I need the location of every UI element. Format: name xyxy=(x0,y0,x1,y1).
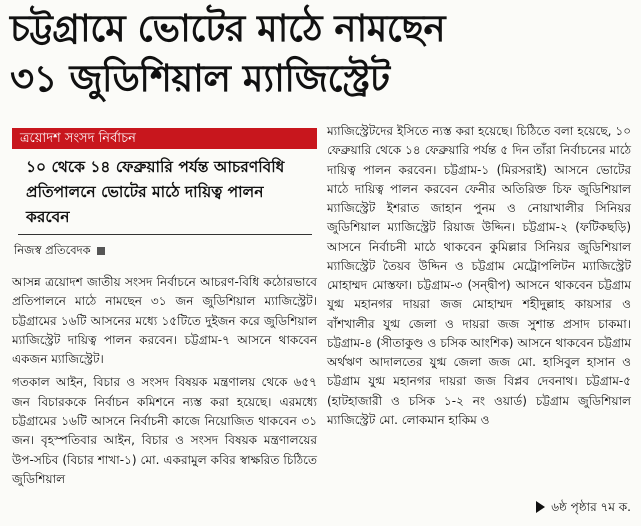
byline xyxy=(14,242,317,259)
left-column xyxy=(12,120,317,489)
continue-arrow-icon xyxy=(536,501,545,513)
headline xyxy=(10,4,634,104)
square-bullet-icon xyxy=(97,247,105,255)
continuation-text: ৬ষ্ঠ পৃষ্ঠার ৭ম ক. xyxy=(551,500,631,514)
body-paragraph-3: ম্যাজিস্ট্রেটদের ইসিতে ন্যস্ত করা হয়েছে। চিঠিতে বলা হয়েছে, ১০ ফেব্রুয়ারি থেকে ১৪ ফেব্রুয়ারি পর্যন্ত ৫ দিন তাঁরা নির্বাচনের মাঠে দায়িত্ব পালন করবেন। চট্টগ্রাম-১ (মিরসরাই) আসনে ভোটের মাঠে দায়িত্ব পালন করবেন ফেনীর অতিরিক্ত চিফ জুডিশিয়াল ম্যাজিস্ট্রেট ইশরাত জাহান পুনম ও নোয়াখালীর সিনিয়র জুডিশিয়াল ম্যাজিস্ট্রেট রিয়াজ উদ্দিন। চট্টগ্রাম-২ (ফটিকছড়ি) আসনে নির্বাচনী মাঠে থাকবেন কুমিল্লার সিনিয়র জুডিশিয়াল ম্যাজিস্ট্রেট তৈয়ব উদ্দিন ও চট্টগ্রাম মেট্রোপলিটন ম্যাজিস্ট্রেট মোহাম্মদ মোস্তফা। চট্টগ্রাম-৩ (সন্দ্বীপ) আসনে থাকবেন চট্টগ্রাম যুগ্ম মহানগর দায়রা জজ মোহাম্মদ শহীদুল্লাহ কায়সার ও বাঁশখালীর যুগ্ম জেলা ও দায়রা জজ সুশান্ত প্রসাদ চাকমা। চট্টগ্রাম-৪ (সীতাকুণ্ড ও চসিক আংশিক) আসনে থাকবেন চট্টগ্রাম অর্থঋণ আদালতের যুগ্ম জেলা জজ মো. হাসিবুল হাসান ও চট্টগ্রাম যুগ্ম মহানগর দায়রা জজ বিপ্লব দেবনাথ। চট্টগ্রাম-৫ (হাটহাজারী ও চসিক ১-২ নং ওয়ার্ড) চট্টগ্রাম জুডিশিয়াল ম্যাজিস্ট্রেট মো. লোকমান হাকিম ও xyxy=(327,124,631,427)
right-column xyxy=(327,122,631,430)
headline-line-1: চট্টগ্রামে ভোটের মাঠে নামছেন xyxy=(10,7,446,50)
body-paragraph-1: আসন্ন ত্রয়োদশ জাতীয় সংসদ নির্বাচনে আচরণ-বিধি কঠোরভাবে প্রতিপালনে মাঠে নামছেন ৩১ জন জুডিশিয়াল ম্যাজিস্ট্রেট। চট্টগ্রামের ১৬টি আসনের মধ্যে ১৫টিতে দুইজন করে জুডিশিয়াল ম্যাজিস্ট্রেট দায়িত্ব পালন করবেন। চট্টগ্রাম-৭ আসনে থাকবেন একজন ম্যাজিস্ট্রেট। xyxy=(12,275,317,367)
divider xyxy=(18,234,312,235)
section-tag: ত্রয়োদশ সংসদ নির্বাচন xyxy=(12,128,317,149)
kicker-subheadline: ১০ থেকে ১৪ ফেব্রুয়ারি পর্যন্ত আচরণবিধি প্রতিপালনে ভোটের মাঠে দায়িত্ব পালন করবেন xyxy=(26,158,285,226)
byline-text: নিজস্ব প্রতিবেদক xyxy=(14,243,91,257)
body-paragraph-2: গতকাল আইন, বিচার ও সংসদ বিষয়ক মন্ত্রণালয় থেকে ৬৫৭ জন বিচারককে নির্বাচন কমিশনে ন্যস্ত করা হয়েছে। এরমধ্যে চট্টগ্রামের ১৬টি আসনে নির্বাচনী কাজে নিয়োজিত থাকবেন ৩১ জন। বৃহস্পতিবার আইন, বিচার ও সংসদ বিষয়ক মন্ত্রণালয়ের উপ-সচিব (বিচার শাখা-১) মো. একরামুল কবির স্বাক্ষরিত চিঠিতে জুডিশিয়াল xyxy=(12,375,317,486)
headline-line-2: ৩১ জুডিশিয়াল ম্যাজিস্ট্রেট xyxy=(10,57,390,100)
continuation-note xyxy=(536,497,631,517)
